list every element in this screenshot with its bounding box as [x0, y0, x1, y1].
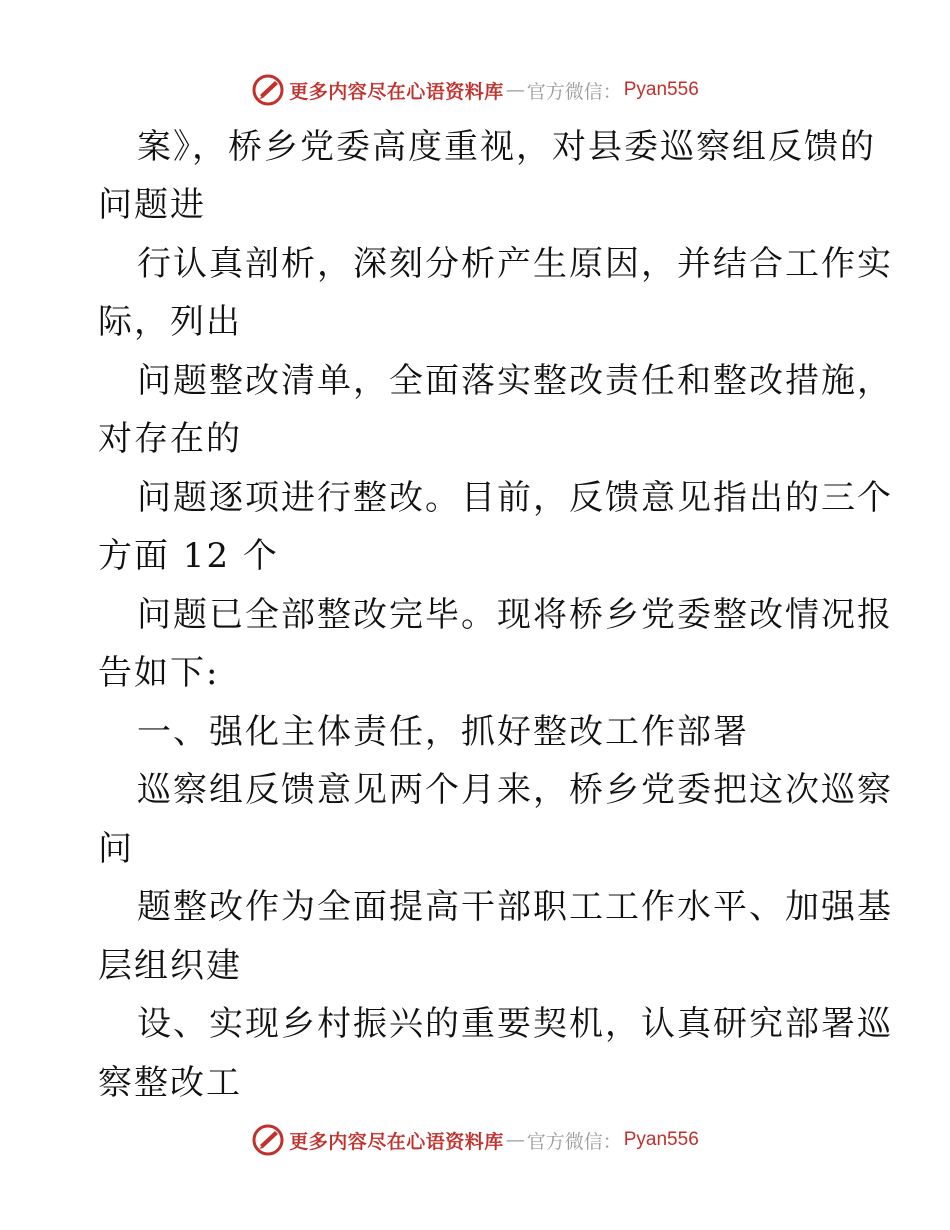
- banner-dash: —: [505, 79, 525, 101]
- footer-banner: [0, 1120, 950, 1160]
- body-line: 问题已全部整改完毕。现将桥乡党委整改情况报: [137, 595, 893, 635]
- body-line: 问题进: [98, 185, 206, 225]
- banner-contact-label: 官方微信：: [526, 80, 622, 103]
- banner-account: Pyan556: [623, 79, 699, 100]
- body-line: 层组织建: [98, 946, 242, 986]
- section-heading: 一、强化主体责任，抓好整改工作部署: [137, 712, 749, 752]
- body-line: 设、实现乡村振兴的重要契机，认真研究部署巡: [137, 1004, 893, 1044]
- brand-logo-icon: [251, 1123, 285, 1157]
- body-line: 行认真剖析，深刻分析产生原因，并结合工作实: [137, 244, 893, 284]
- banner-brand-text: 更多内容尽在心语资料库: [289, 80, 504, 103]
- banner-brand-text: 更多内容尽在心语资料库: [289, 1130, 504, 1153]
- body-line: 问题逐项进行整改。目前，反馈意见指出的三个: [137, 478, 893, 518]
- body-line: 对存在的: [98, 419, 242, 459]
- banner-dash: —: [505, 1129, 525, 1151]
- body-line: 际，列出: [98, 302, 242, 342]
- body-line: 告如下:: [98, 653, 220, 693]
- body-line: 巡察组反馈意见两个月来，桥乡党委把这次巡察: [137, 770, 893, 810]
- body-line: 问题整改清单，全面落实整改责任和整改措施，: [137, 361, 893, 401]
- body-line: 案》，桥乡党委高度重视，对县委巡察组反馈的: [137, 127, 876, 167]
- banner-contact-label: 官方微信：: [526, 1130, 622, 1153]
- body-line: 问: [98, 829, 134, 869]
- body-line: 察整改工: [98, 1063, 242, 1103]
- banner-account: Pyan556: [623, 1129, 699, 1150]
- body-line: 题整改作为全面提高干部职工工作水平、加强基: [137, 887, 893, 927]
- body-line: 方面 12 个: [98, 536, 279, 576]
